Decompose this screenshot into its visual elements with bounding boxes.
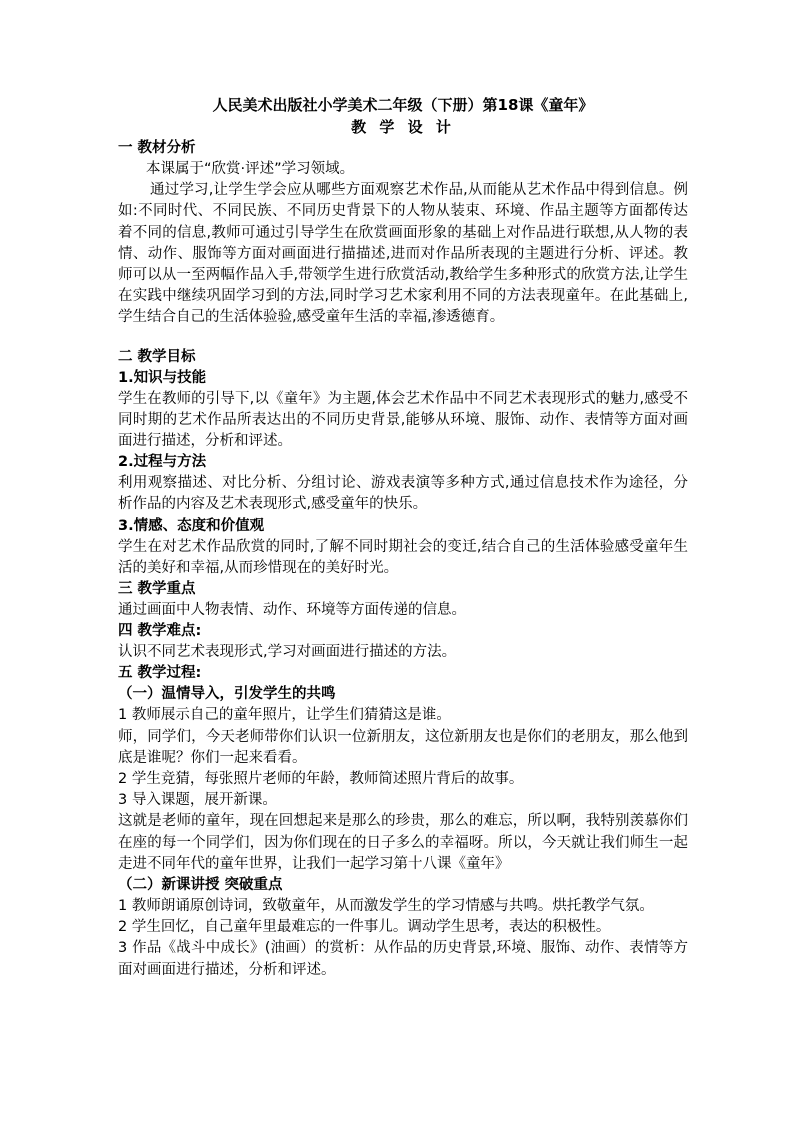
subheading-emotion-values: 3.情感、态度和价值观 xyxy=(118,517,265,534)
subheading-process-method: 2.过程与方法 xyxy=(118,454,207,471)
document-title: 人民美术出版社小学美术二年级（下册）第18课《童年》 xyxy=(212,96,594,114)
paragraph: 师，同学们，今天老师带你们认识一位新朋友，这位新朋友也是你们的老朋友，那么他到底是谁呢？你们一起来看看。 xyxy=(118,728,688,766)
paragraph: 2 学生竞猜，每张照片老师的年龄，教师简述照片背后的故事。 xyxy=(118,771,524,788)
section-heading-teaching-goals: 二 教学目标 xyxy=(118,348,196,365)
section-heading-teaching-process: 五 教学过程: xyxy=(118,665,202,682)
paragraph: 1 教师朗诵原创诗词，致敬童年，从而激发学生的学习情感与共鸣。烘托教学气氛。 xyxy=(118,898,654,915)
section-heading-key-points: 三 教学重点 xyxy=(118,581,196,598)
section-heading-difficulties: 四 教学难点: xyxy=(118,623,202,640)
paragraph: 通过画面中人物表情、动作、环境等方面传递的信息。 xyxy=(118,602,466,619)
section-heading-textbook-analysis: 一 教材分析 xyxy=(118,140,196,156)
paragraph: 利用观察描述、对比分析、分组讨论、游戏表演等多种方式,通过信息技术作为途径，分析作品的内容及艺术表现形式,感受童年的快乐。 xyxy=(118,475,688,513)
subheading-new-lesson: （二）新课讲授 突破重点 xyxy=(118,877,283,894)
subheading-knowledge-skills: 1.知识与技能 xyxy=(118,369,207,386)
paragraph: 本课属于“欣赏·评述”学习领域。 xyxy=(146,161,355,177)
paragraph: 这就是老师的童年，现在回想起来是那么的珍贵，那么的难忘，所以啊，我特别羡慕你们在座的每一个同学们，因为你们现在的日子多么的幸福呀。所以，今天就让我们师生一起走进不同年代的童年世界，让我们一起学习第十八课《童年》 xyxy=(118,813,688,872)
paragraph: 2 学生回忆，自己童年里最难忘的一件事儿。调动学生思考，表达的积极性。 xyxy=(118,919,611,936)
paragraph: 1 教师展示自己的童年照片，让学生们猜猜这是谁。 xyxy=(118,707,451,724)
document-subtitle: 教 学 设 计 xyxy=(351,118,455,136)
paragraph: 学生在教师的引导下,以《童年》为主题,体会艺术作品中不同艺术表现形式的魅力,感受不同时期的艺术作品所表达出的不同历史背景,能够从环境、服饰、动作、表情等方面对画面进行描述，分析和评述。 xyxy=(118,390,688,450)
spacer xyxy=(118,329,688,347)
paragraph: 通过学习,让学生学会应从哪些方面观察艺术作品,从而能从艺术作品中得到信息。例如:不同时代、不同民族、不同历史背景下的人物从装束、环境、作品主题等方面都传达着不同的信息,教师可通过引导学生在欣赏画面形象的基础上对作品进行联想,从人物的表情、动作、服饰等方面对画面进行描描述,进而对作品所表现的主题进行分析、评述。教师可以从一至两幅作品入手,带领学生进行欣赏活动,教给学生多种形式的欣赏方法,让学生在实践中继续巩固学习到的方法,同时学习艺术家利用不同的方法表现童年。在此基础上,学生结合自己的生活体验验,感受童年生活的幸福,渗透德育。 xyxy=(118,182,688,326)
subheading-warm-intro: （一）温情导入，引发学生的共鸣 xyxy=(118,686,336,703)
document-page xyxy=(118,94,688,981)
paragraph: 3 导入课题，展开新课。 xyxy=(118,792,277,809)
paragraph: 3 作品《战斗中成长》(油画）的赏析：从作品的历史背景,环境、服饰、动作、表情等方面对画面进行描述，分析和评述。 xyxy=(118,940,688,978)
paragraph: 认识不同艺术表现形式,学习对画面进行描述的方法。 xyxy=(118,644,457,661)
paragraph: 学生在对艺术作品欣赏的同时,了解不同时期社会的变迁,结合自己的生活体验感受童年生活的美好和幸福,从而珍惜现在的美好时光。 xyxy=(118,538,688,576)
